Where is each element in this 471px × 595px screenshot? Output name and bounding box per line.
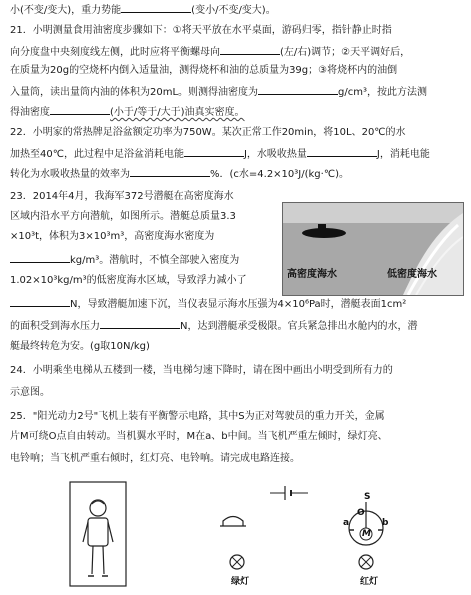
q25-line-3: 电铃响；当飞机严重右倾时，红灯亮、电铃响。请完成电路连接。 (10, 453, 300, 464)
answer-blank[interactable] (307, 146, 377, 157)
red-light-label: 红灯 (360, 577, 379, 587)
q23-line-1: 23．2014年4月，我海军372号潜艇在高密度海水 (10, 191, 234, 202)
switch-s-label: S (364, 492, 371, 502)
answer-blank[interactable] (130, 166, 210, 177)
q21-line-2: 向分度盘中央刻度线左侧，此时应将平衡螺母向 (左/右)调节；②天平调好后， (10, 44, 463, 59)
answer-blank[interactable] (10, 296, 70, 307)
q23-line-2: 区域内沿水平方向潜航，如图所示。潜艇总质量3.3 (10, 211, 236, 222)
q21-line-4: 入量筒，读出量筒内油的体积为20mL。则测得油密度为 g/cm³，按此方法测 (10, 84, 463, 99)
submarine-photo (282, 202, 464, 296)
answer-blank[interactable] (10, 252, 70, 263)
submarine-scene (283, 203, 463, 295)
q22-line-3: 转化为水吸收热量的效率为 %．(c水=4.2×10³J/(kg·℃)。 (10, 166, 463, 181)
q23-line-3: ×10³t，体积为3×10³m³，高密度海水密度为 (10, 231, 215, 242)
q21-line-3: 在质量为20g的空烧杯内倒入适量油，测得烧杯和油的总质量为39g；③将烧杯内的油倒 (10, 65, 398, 76)
high-density-label: 高密度海水 (287, 269, 337, 280)
answer-blank[interactable] (100, 318, 180, 329)
submarine-icon (299, 223, 349, 239)
pivot-o-label: O (357, 508, 365, 518)
answer-blank[interactable] (184, 146, 244, 157)
q24-line-2: 示意图。 (10, 387, 50, 398)
line-0: 小(不变/变大)，重力势能 (变小/不变/变大)。 (10, 2, 463, 17)
red-lamp-icon[interactable] (356, 552, 376, 572)
contact-b-label: b (382, 518, 389, 528)
answer-blank[interactable] (50, 104, 110, 115)
q25-line-2: 片M可绕O点自由转动。当机翼水平时，M在a、b中间。当飞机严重左倾时，绿灯亮、 (10, 431, 388, 442)
q22-line-1: 22．小明家的常热牌足浴盆额定功率为750W。某次正常工作20min，将10L、20℃的水 (10, 127, 406, 138)
answer-blank[interactable] (121, 2, 191, 13)
q24-line-1: 24．小明乘坐电梯从五楼到一楼，当电梯匀速下降时，请在图中画出小明受到所有力的 (10, 365, 393, 376)
q23-line-4: kg/m³。潜航时，不慎全部驶入密度为 (10, 252, 276, 267)
q21-line-1: 21．小明测量食用油密度步骤如下：①将天平放在水平桌面，游码归零，指针静止时指 (10, 25, 392, 36)
answer-blank[interactable] (220, 44, 280, 55)
low-density-label: 低密度海水 (387, 269, 437, 280)
answer-blank[interactable] (258, 84, 338, 95)
bell-icon[interactable] (218, 512, 248, 530)
q23-line-6: N，导致潜艇加速下沉，当仪表显示海水压强为4×10⁶Pa时，潜艇表面1cm² (10, 296, 463, 311)
battery-icon[interactable] (270, 484, 310, 502)
green-lamp-icon[interactable] (227, 552, 247, 572)
q23-line-7: 的面积受到海水压力 N，达到潜艇承受极限。官兵紧急排出水舱内的水，潜 (10, 318, 463, 333)
metal-m-label: M (362, 529, 371, 539)
q22-line-2: 加热至40℃，此过程中足浴盆消耗电能 J，水吸收热量 J，消耗电能 (10, 146, 463, 161)
q21-line-5: 得油密度 (小于/等于/大于)油真实密度。 (10, 104, 463, 119)
green-light-label: 绿灯 (231, 577, 250, 587)
contact-a-label: a (343, 518, 350, 528)
q23-line-8: 艇最终转危为安。(g取10N/kg) (10, 341, 150, 352)
q25-line-1: 25．"阳光动力2号"飞机上装有平衡警示电路，其中S为正对驾驶员的重力开关，金属 (10, 411, 385, 422)
q23-line-5: 1.02×10³kg/m³的低密度海水区域，导致浮力减小了 (10, 275, 247, 286)
person-icon[interactable] (80, 498, 116, 582)
